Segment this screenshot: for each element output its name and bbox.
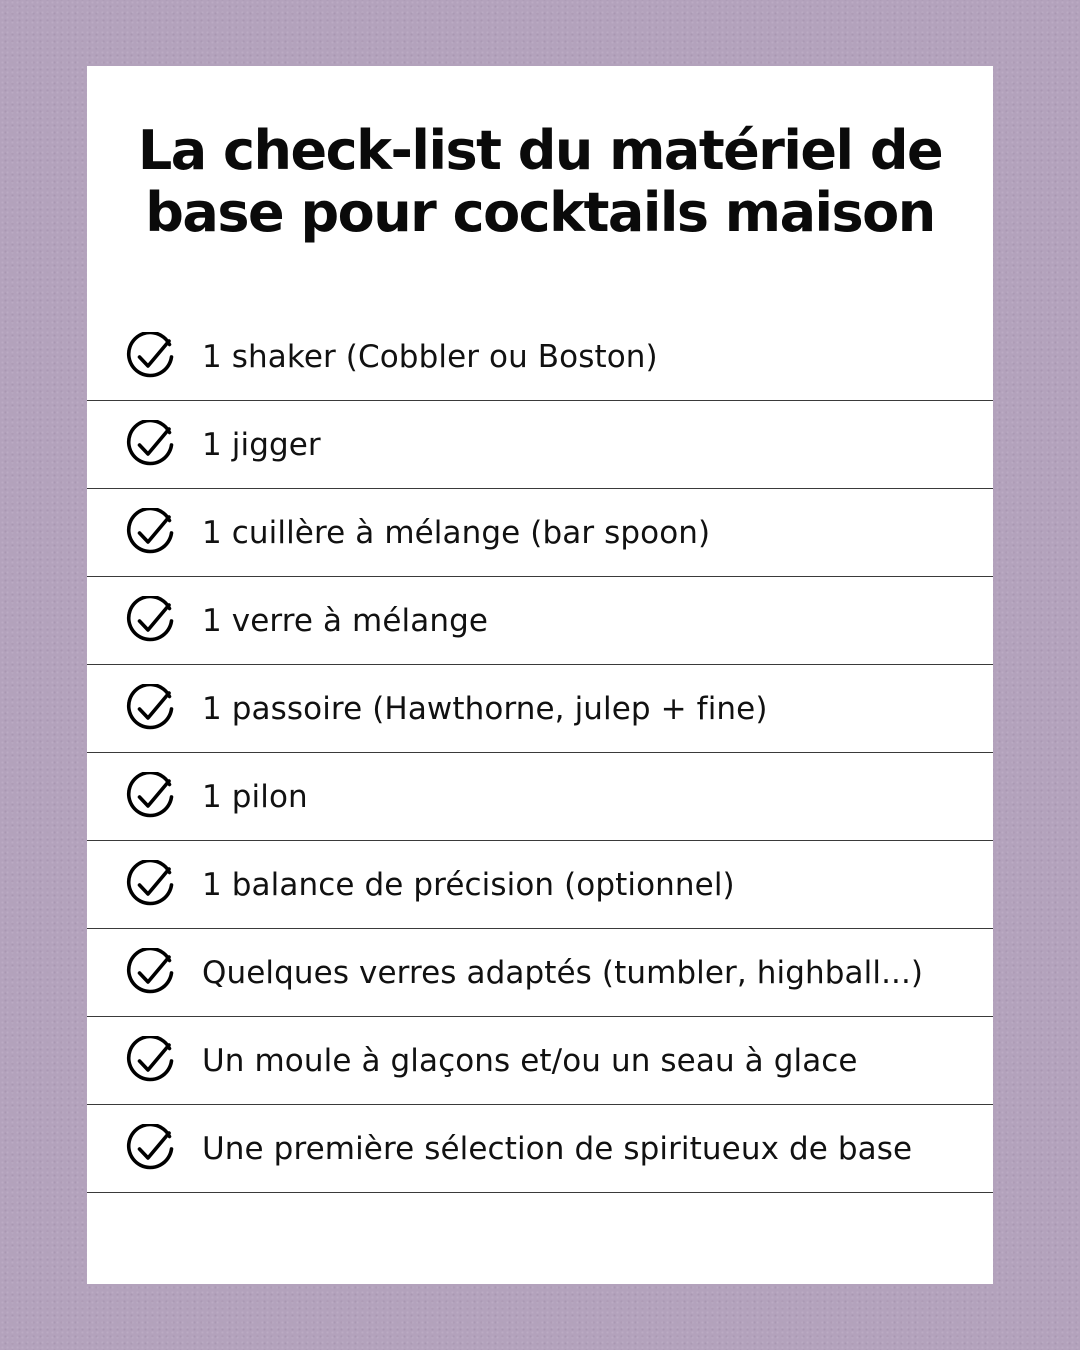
checklist-item[interactable] xyxy=(87,1017,993,1105)
checklist-item[interactable] xyxy=(87,313,993,401)
checklist-item-label: 1 pilon xyxy=(202,778,308,815)
check-circle-icon xyxy=(125,420,175,470)
title-line-1: La check-list du matériel de xyxy=(137,119,943,182)
checklist-item[interactable] xyxy=(87,841,993,929)
title-line-2: base pour cocktails maison xyxy=(145,181,935,244)
page-title xyxy=(87,66,993,244)
check-circle-icon xyxy=(125,332,175,382)
checklist-item[interactable] xyxy=(87,577,993,665)
checklist-item-label: 1 jigger xyxy=(202,426,321,463)
checklist-item[interactable] xyxy=(87,753,993,841)
checklist-card xyxy=(87,66,993,1284)
checklist-item-label: 1 shaker (Cobbler ou Boston) xyxy=(202,338,658,375)
check-circle-icon xyxy=(125,596,175,646)
checklist-item-label: Un moule à glaçons et/ou un seau à glace xyxy=(202,1042,858,1079)
checklist-item[interactable] xyxy=(87,929,993,1017)
check-circle-icon xyxy=(125,508,175,558)
checklist-item[interactable] xyxy=(87,489,993,577)
check-circle-icon xyxy=(125,684,175,734)
check-circle-icon xyxy=(125,1036,175,1086)
check-circle-icon xyxy=(125,948,175,998)
check-circle-icon xyxy=(125,772,175,822)
checklist-item-label: 1 verre à mélange xyxy=(202,602,489,639)
checklist-item-label: 1 balance de précision (optionnel) xyxy=(202,866,735,903)
checklist-item-label: 1 cuillère à mélange (bar spoon) xyxy=(202,514,711,551)
checklist-item-label: 1 passoire (Hawthorne, julep + fine) xyxy=(202,690,768,727)
check-circle-icon xyxy=(125,860,175,910)
checklist-item[interactable] xyxy=(87,1105,993,1193)
checklist-item-label: Une première sélection de spiritueux de base xyxy=(202,1130,913,1167)
check-circle-icon xyxy=(125,1124,175,1174)
checklist-item[interactable] xyxy=(87,665,993,753)
checklist-item[interactable] xyxy=(87,401,993,489)
checklist-item-label: Quelques verres adaptés (tumbler, highball...) xyxy=(202,954,924,991)
checklist xyxy=(87,313,993,1193)
